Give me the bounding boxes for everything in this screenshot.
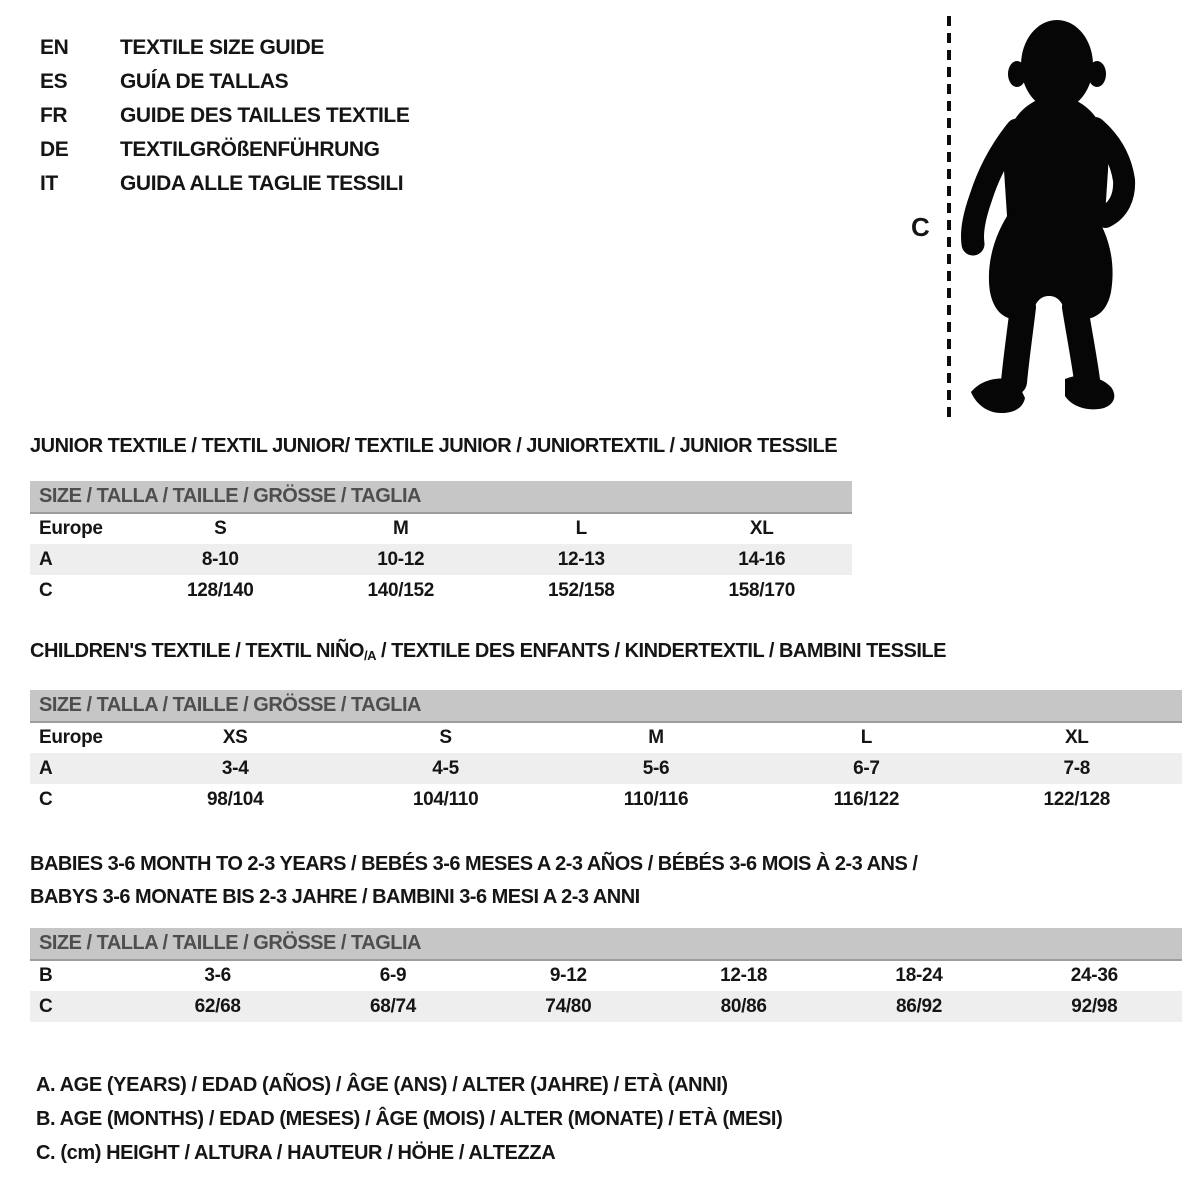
size-cell: XS [222,727,248,748]
size-cell: 80/86 [656,991,831,1022]
row-label: C [39,788,53,810]
size-cell: L [860,727,873,748]
language-list [40,31,409,201]
size-cell: 5-6 [551,753,761,784]
table-row [30,722,1182,753]
row-label: A [30,753,130,784]
size-cell: 116/122 [833,788,900,810]
table-row [30,784,1182,815]
language-row [40,133,409,167]
section-title-babies [30,848,917,914]
language-title: GUÍA DE TALLAS [120,70,289,93]
size-cell: S [439,727,452,748]
size-cell: 110/116 [623,788,689,810]
row-label: Europe [39,727,103,748]
size-cell: 62/68 [130,991,305,1022]
row-label: C [39,579,53,601]
size-cell: 12-13 [491,544,672,575]
size-cell: XL [749,518,774,539]
language-code: DE [40,138,69,161]
size-cell: 18-24 [895,965,943,986]
size-table-header: SIZE / TALLA / TAILLE / GRÖSSE / TAGLIA [30,928,1182,960]
size-cell: 10-12 [311,544,492,575]
size-cell: 8-10 [130,544,311,575]
language-code: ES [40,70,68,93]
size-cell: 3-6 [204,965,231,986]
size-cell: 152/158 [547,579,615,601]
language-code: EN [40,36,69,59]
legend-line-a: A. AGE (YEARS) / EDAD (AÑOS) / ÂGE (ANS) / ALTER (JAHRE) / ETÀ (ANNI) [36,1074,728,1096]
size-cell: 4-5 [340,753,550,784]
table-row [30,753,1182,784]
table-row [30,991,1182,1022]
section-title-text: / TEXTILE DES ENFANTS / KINDERTEXTIL / BAMBINI TESSILE [375,640,946,662]
language-code: FR [40,104,68,127]
size-cell: M [392,518,409,539]
language-row [40,31,409,65]
section-title-line1: BABIES 3-6 MONTH TO 2-3 YEARS / BEBÉS 3-6 MESES A 2-3 AÑOS / BÉBÉS 3-6 MOIS À 2-3 ANS / [30,853,918,875]
size-cell: S [214,518,227,539]
size-cell: L [575,518,587,539]
size-cell: 9-12 [549,965,587,986]
size-cell: 6-7 [761,753,971,784]
language-row [40,167,409,201]
children-size-table [30,690,1182,815]
size-cell: M [648,727,664,748]
row-label: C [30,991,130,1022]
size-cell: 122/128 [1043,788,1111,810]
size-cell: 140/152 [367,579,435,601]
language-code: IT [40,172,58,195]
legend [36,1068,782,1170]
size-cell: 128/140 [186,579,254,601]
size-table-header: SIZE / TALLA / TAILLE / GRÖSSE / TAGLIA [30,481,852,513]
size-cell: 7-8 [972,753,1182,784]
size-cell: 24-36 [1070,965,1118,986]
table-row [30,513,852,544]
size-cell: 6-9 [379,965,407,986]
section-title-line2: BABYS 3-6 MONATE BIS 2-3 JAHRE / BAMBINI 3-6 MESI A 2-3 ANNI [30,886,640,908]
table-row [30,544,852,575]
legend-line-b: B. AGE (MONTHS) / EDAD (MESES) / ÂGE (MOIS) / ALTER (MONATE) / ETÀ (MESI) [36,1108,783,1130]
row-label: B [39,965,53,986]
legend-line-c: C. (cm) HEIGHT / ALTURA / HAUTEUR / HÖHE / ALTEZZA [36,1142,556,1164]
row-label: Europe [39,518,103,539]
figure-height-label: C [911,212,930,242]
language-row [40,99,409,133]
size-cell: 68/74 [305,991,480,1022]
size-cell: XL [1064,727,1089,748]
size-cell: 14-16 [672,544,853,575]
babies-size-table [30,928,1182,1022]
junior-size-table [30,481,852,606]
language-title: GUIDA ALLE TAGLIE TESSILI [120,172,404,195]
height-measure-line [947,16,951,418]
table-row [30,575,852,606]
section-title-children [30,640,946,663]
language-title: GUIDE DES TAILLES TEXTILE [120,104,410,127]
size-cell: 3-4 [130,753,340,784]
section-title-subscript: /A [363,648,376,663]
section-title-text: CHILDREN'S TEXTILE / TEXTIL NIÑO [30,640,364,662]
size-cell: 74/80 [481,991,656,1022]
section-title-junior: JUNIOR TEXTILE / TEXTIL JUNIOR/ TEXTILE JUNIOR / JUNIORTEXTIL / JUNIOR TESSILE [30,435,838,457]
size-cell: 98/104 [207,788,264,810]
size-cell: 104/110 [412,788,479,810]
language-row [40,65,409,99]
size-cell: 158/170 [728,579,796,601]
language-title: TEXTILE SIZE GUIDE [120,36,324,59]
size-table-header: SIZE / TALLA / TAILLE / GRÖSSE / TAGLIA [30,690,1182,722]
table-row [30,960,1182,991]
language-title: TEXTILGRÖßENFÜHRUNG [120,138,380,161]
toddler-silhouette-icon [953,14,1145,420]
row-label: A [30,544,130,575]
size-cell: 86/92 [831,991,1006,1022]
size-cell: 92/98 [1007,991,1182,1022]
size-cell: 12-18 [720,965,768,986]
